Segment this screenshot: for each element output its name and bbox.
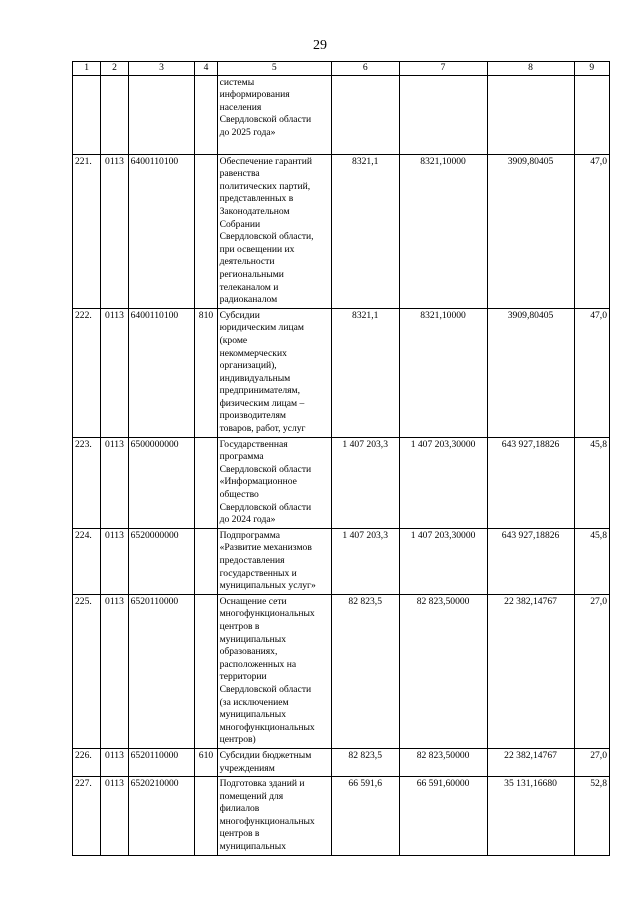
plan-amount <box>331 75 399 154</box>
target-article: 6520000000 <box>128 528 195 594</box>
plan-amount: 82 823,5 <box>331 748 399 776</box>
item-name-line: до 2024 года» <box>219 514 276 526</box>
item-name-line: территории <box>219 671 267 683</box>
refined-plan-amount: 66 591,60000 <box>399 777 487 856</box>
row-number: 224. <box>73 528 101 594</box>
item-name-line: «Развитие механизмов <box>219 542 312 554</box>
item-name-line: равенства <box>219 168 260 180</box>
item-name-line: муниципальных <box>219 841 286 853</box>
item-name-line: предоставления <box>219 555 285 566</box>
target-article: 6400110100 <box>128 308 195 437</box>
refined-plan-amount: 82 823,50000 <box>399 748 487 776</box>
expense-type: 810 <box>195 308 217 437</box>
item-name <box>217 748 331 776</box>
table-row <box>73 528 610 594</box>
table-row <box>73 594 610 748</box>
plan-amount: 82 823,5 <box>331 594 399 748</box>
item-name-line: системы <box>219 76 255 88</box>
table-row <box>73 437 610 528</box>
section-code: 0113 <box>101 748 128 776</box>
column-header-6: 6 <box>331 62 399 76</box>
item-name-line: товаров, работ, услуг <box>219 423 306 435</box>
execution-percent: 27,0 <box>574 748 609 776</box>
section-code: 0113 <box>101 437 128 528</box>
column-header-5: 5 <box>217 62 331 76</box>
execution-percent: 27,0 <box>574 594 609 748</box>
item-name <box>217 75 331 154</box>
row-number: 226. <box>73 748 101 776</box>
execution-percent: 47,0 <box>574 308 609 437</box>
refined-plan-amount <box>399 75 487 154</box>
item-name-line: политических партий, <box>219 180 311 192</box>
plan-amount: 66 591,6 <box>331 777 399 856</box>
plan-amount: 8321,1 <box>331 308 399 437</box>
item-name-line: до 2025 года» <box>219 126 276 138</box>
executed-amount: 22 382,14767 <box>487 594 574 748</box>
item-name-line: населения <box>219 101 262 113</box>
item-name-line: производителям <box>219 410 286 422</box>
item-name-line: центров в <box>219 828 260 840</box>
expense-type <box>195 777 217 856</box>
target-article: 6400110100 <box>128 154 195 308</box>
executed-amount: 643 927,18826 <box>487 528 574 594</box>
item-name-line: муниципальных <box>219 709 286 721</box>
item-name-line: центров) <box>219 734 256 746</box>
plan-amount: 1 407 203,3 <box>331 528 399 594</box>
item-name <box>217 528 331 594</box>
item-name-line: Государственная <box>219 438 288 450</box>
item-name-line: центров в <box>219 620 260 632</box>
header-row <box>73 62 610 76</box>
item-name-line: организаций), <box>219 360 277 372</box>
item-name <box>217 777 331 856</box>
item-name-line: Свердловской области, <box>219 231 314 243</box>
expense-type: 610 <box>195 748 217 776</box>
item-name-line: филиалов <box>219 803 260 815</box>
expense-type <box>195 437 217 528</box>
table-row <box>73 748 610 776</box>
item-name-line: юридическим лицам <box>219 322 304 334</box>
row-number: 223. <box>73 437 101 528</box>
section-code: 0113 <box>101 154 128 308</box>
item-name-line: общество <box>219 489 259 501</box>
item-name-line: Свердловской области <box>219 683 312 695</box>
item-name-line: Подготовка зданий и <box>219 778 305 790</box>
item-name-line: Обеспечение гарантий <box>219 155 313 167</box>
refined-plan-amount: 1 407 203,30000 <box>399 437 487 528</box>
refined-plan-amount: 8321,10000 <box>399 154 487 308</box>
item-name-line: предпринимателям, <box>219 385 300 397</box>
refined-plan-amount: 8321,10000 <box>399 308 487 437</box>
target-article: 6500000000 <box>128 437 195 528</box>
row-number: 225. <box>73 594 101 748</box>
item-name-line: индивидуальным <box>219 372 291 384</box>
refined-plan-amount: 82 823,50000 <box>399 594 487 748</box>
item-name-line: многофункциональных <box>219 815 315 827</box>
item-name-line: Свердловской области <box>219 114 312 126</box>
column-header-2: 2 <box>101 62 128 76</box>
expense-type <box>195 154 217 308</box>
table-row <box>73 308 610 437</box>
item-name-line: (кроме <box>219 334 248 346</box>
column-header-4: 4 <box>195 62 217 76</box>
execution-percent: 52,8 <box>574 777 609 856</box>
executed-amount: 3909,80405 <box>487 154 574 308</box>
table-row <box>73 777 610 856</box>
item-name <box>217 154 331 308</box>
item-name-line: Свердловской области <box>219 463 312 475</box>
item-name <box>217 594 331 748</box>
item-name-line: Субсидии <box>219 309 260 321</box>
target-article: 6520110000 <box>128 748 195 776</box>
item-name-line: Свердловской области <box>219 501 312 513</box>
section-code: 0113 <box>101 308 128 437</box>
target-article: 6520210000 <box>128 777 195 856</box>
plan-amount: 1 407 203,3 <box>331 437 399 528</box>
execution-percent: 45,8 <box>574 528 609 594</box>
target-article <box>128 75 195 154</box>
item-name-line: многофункциональных <box>219 608 315 620</box>
item-name-line: при освещении их <box>219 243 295 255</box>
refined-plan-amount: 1 407 203,30000 <box>399 528 487 594</box>
item-name-line: государственных и <box>219 567 297 579</box>
item-name-line: «Информационное <box>219 476 297 488</box>
item-name <box>217 308 331 437</box>
item-name-line: (за исключением <box>219 696 289 708</box>
item-name-line: некоммерческих <box>219 347 287 359</box>
table-row <box>73 154 610 308</box>
column-header-1: 1 <box>73 62 101 76</box>
execution-percent: 47,0 <box>574 154 609 308</box>
target-article: 6520110000 <box>128 594 195 748</box>
item-name-line: расположенных на <box>219 658 297 670</box>
item-name-line: Оснащение сети <box>219 595 287 607</box>
section-code: 0113 <box>101 594 128 748</box>
execution-percent: 45,8 <box>574 437 609 528</box>
item-name-line: многофункциональных <box>219 721 315 733</box>
item-name-line: деятельности <box>219 256 275 268</box>
column-header-9: 9 <box>574 62 609 76</box>
expense-type <box>195 594 217 748</box>
row-number: 227. <box>73 777 101 856</box>
item-name-line: представленных в <box>219 193 294 205</box>
section-code <box>101 75 128 154</box>
item-name-line: региональными <box>219 268 284 280</box>
item-name-line: муниципальных <box>219 633 286 645</box>
item-name-line: муниципальных услуг» <box>219 580 316 592</box>
table-row-continued <box>73 75 610 154</box>
column-header-8: 8 <box>487 62 574 76</box>
column-header-3: 3 <box>128 62 195 76</box>
executed-amount: 35 131,16680 <box>487 777 574 856</box>
item-name-line: Законодательном <box>219 205 290 217</box>
item-name-line: Субсидии бюджетным <box>219 749 312 761</box>
executed-amount: 3909,80405 <box>487 308 574 437</box>
executed-amount: 22 382,14767 <box>487 748 574 776</box>
expense-type <box>195 528 217 594</box>
execution-percent <box>574 75 609 154</box>
item-name-line: Собрании <box>219 218 261 230</box>
item-name-line: образованиях, <box>219 646 278 658</box>
item-name-line: помещений для <box>219 790 284 802</box>
column-header-7: 7 <box>399 62 487 76</box>
executed-amount: 643 927,18826 <box>487 437 574 528</box>
page-number: 29 <box>313 38 327 53</box>
item-name-line: телеканалом и <box>219 281 279 293</box>
expense-type <box>195 75 217 154</box>
item-name-line: радиоканалом <box>219 294 278 306</box>
row-number: 222. <box>73 308 101 437</box>
item-name-line: программа <box>219 451 264 463</box>
row-number: 221. <box>73 154 101 308</box>
item-name-line: информирования <box>219 89 290 101</box>
item-name-line: учреждениям <box>219 762 275 774</box>
row-number <box>73 75 101 154</box>
item-name-line: физическим лицам – <box>219 397 305 409</box>
budget-table <box>72 61 610 856</box>
item-name <box>217 437 331 528</box>
plan-amount: 8321,1 <box>331 154 399 308</box>
section-code: 0113 <box>101 777 128 856</box>
item-name-line: Подпрограмма <box>219 529 280 541</box>
section-code: 0113 <box>101 528 128 594</box>
executed-amount <box>487 75 574 154</box>
